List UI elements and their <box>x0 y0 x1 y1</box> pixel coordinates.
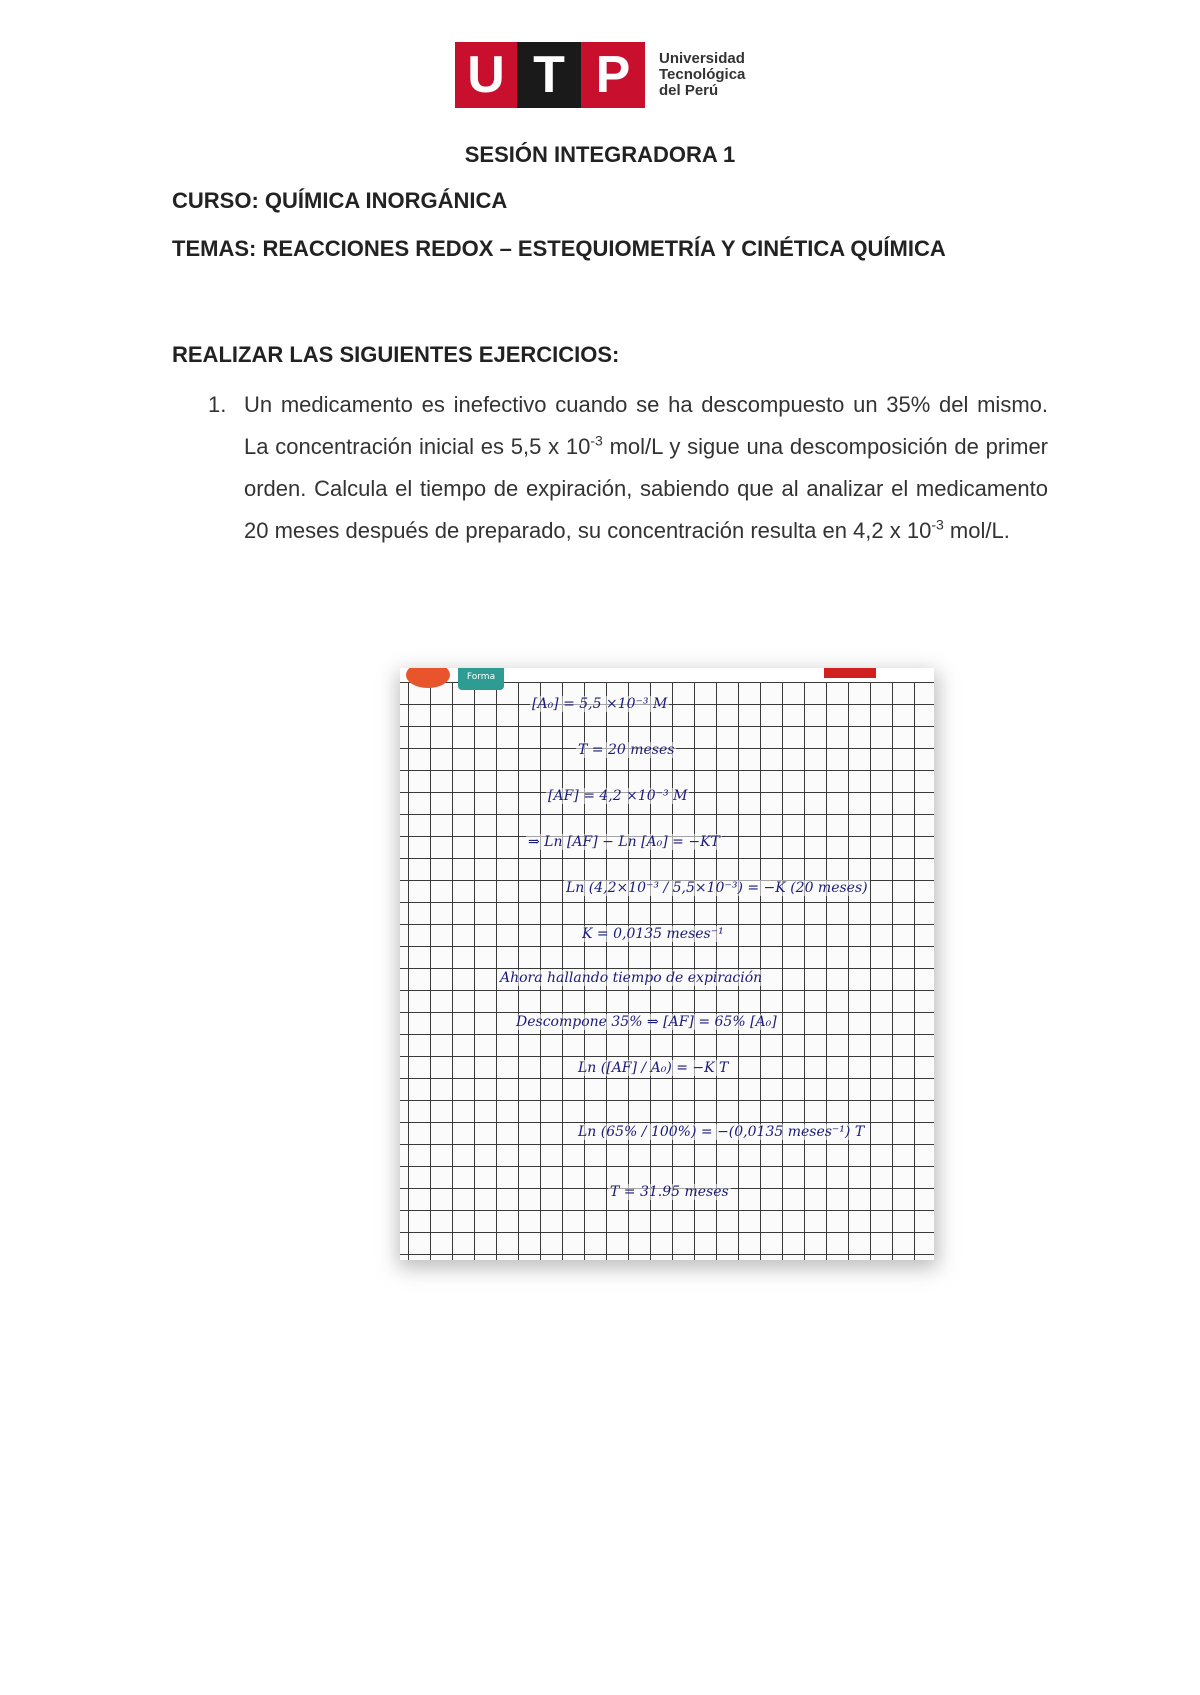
exponent: -3 <box>931 516 944 533</box>
logo-letter-u: U <box>455 42 517 108</box>
logo-letter-p: P <box>581 42 645 108</box>
handwritten-line: [AF] = 4,2 ×10⁻³ M <box>548 788 688 804</box>
handwritten-line: [A₀] = 5,5 ×10⁻³ M <box>532 696 668 712</box>
exercise-text-part: mol/L. <box>943 518 1010 543</box>
handwritten-solution-photo <box>400 668 934 1260</box>
handwritten-line: Ln ([AF] / A₀) = −K T <box>578 1060 729 1076</box>
handwritten-line: Ln (4,2×10⁻³ / 5,5×10⁻³) = −K (20 meses) <box>566 880 868 896</box>
utp-logo <box>455 42 745 108</box>
session-title: SESIÓN INTEGRADORA 1 <box>464 142 736 167</box>
exercise-text-part: mol/L y sigue una descomposición de primer orden. Calcula el tiempo de expiración, sabiendo que al analizar el medicamento 20 meses después de preparado, su concentración resulta en 4,2 x 10 <box>244 434 1049 543</box>
logo-letter-t: T <box>517 42 581 108</box>
logo-text-line: Tecnológica <box>659 66 746 83</box>
exercise-number: 1. <box>208 392 227 417</box>
handwritten-line: T = 31.95 meses <box>610 1184 729 1200</box>
handwritten-line: ⇒ Ln [AF] − Ln [A₀] = −KT <box>528 834 720 850</box>
exercise-text <box>244 384 1048 552</box>
instructions-heading: REALIZAR LAS SIGUIENTES EJERCICIOS: <box>172 342 620 367</box>
exponent: -3 <box>590 432 603 449</box>
notebook-decoration <box>406 668 450 688</box>
handwritten-line: K = 0,0135 meses⁻¹ <box>582 926 724 942</box>
logo-text-line: Universidad <box>659 50 745 67</box>
logo-text-line: del Perú <box>659 82 719 99</box>
exercise-text-part: Un medicamento es inefectivo cuando se ha descompuesto un 35% del mismo. La concentración inicial es 5,5 x 10 <box>244 392 1048 459</box>
handwritten-line: Ln (65% / 100%) = −(0,0135 meses⁻¹) T <box>578 1124 865 1140</box>
exercise-1 <box>208 384 1048 552</box>
handwritten-line: Ahora hallando tiempo de expiración <box>500 970 763 986</box>
notebook-tab: Forma <box>458 668 504 690</box>
logo-text <box>659 51 745 99</box>
handwritten-line: Descompone 35% ⇒ [AF] = 65% [A₀] <box>516 1014 777 1030</box>
course-line: CURSO: QUÍMICA INORGÁNICA <box>172 188 508 213</box>
topics-line: TEMAS: REACCIONES REDOX – ESTEQUIOMETRÍA Y CINÉTICA QUÍMICA <box>172 236 946 261</box>
handwritten-line: T = 20 meses <box>578 742 675 758</box>
notebook-decoration <box>824 668 876 678</box>
